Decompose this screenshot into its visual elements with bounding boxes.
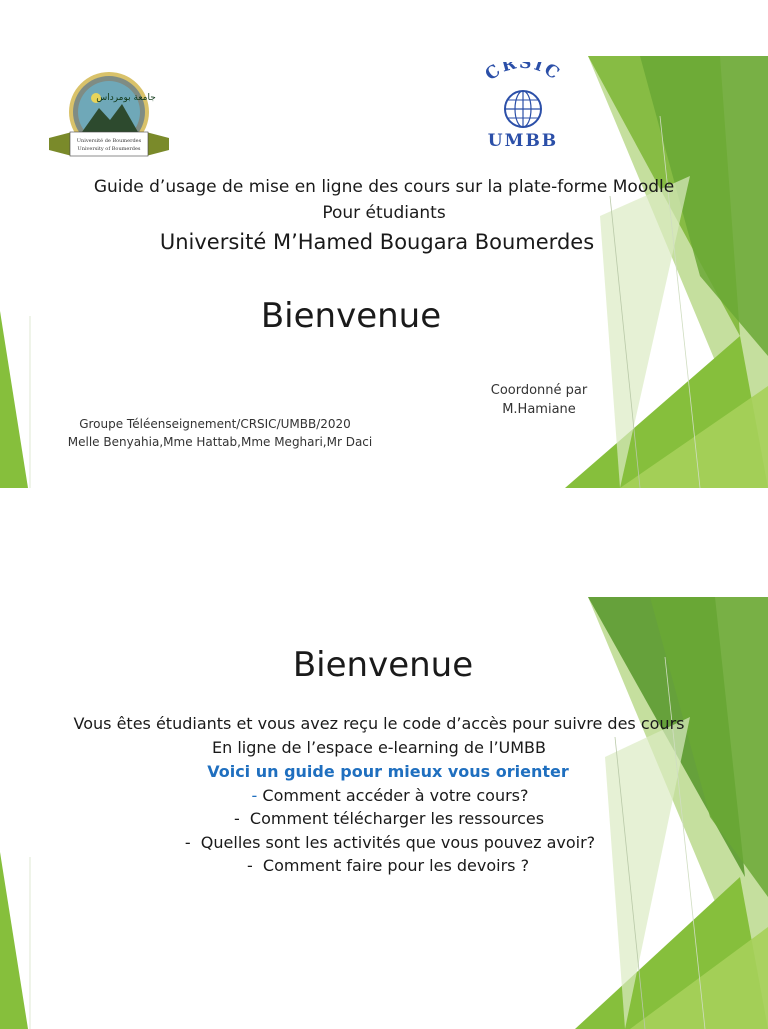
- list-item: [6, 786, 768, 805]
- svg-text:جامعة بومرداس: جامعة بومرداس: [96, 93, 156, 103]
- welcome-heading: Bienvenue: [292, 645, 474, 685]
- slide-welcome: [0, 597, 768, 1029]
- intro-line-2: En ligne de l’espace e-learning de l’UMBB: [212, 738, 546, 757]
- list-item: [4, 856, 768, 875]
- coordinator-name: M.Hamiane: [502, 402, 576, 417]
- university-name: Université M’Hamed Bougara Boumerdes: [159, 230, 595, 254]
- item-text: Quelles sont les activités que vous pouvez avoir?: [200, 833, 596, 852]
- guide-title: Guide d’usage de mise en ligne des cours sur la plate-forme Moodle: [93, 177, 675, 197]
- university-logo: [44, 70, 174, 162]
- svg-text:Université de Boumerdes: Université de Boumerdes: [76, 138, 142, 144]
- coordinated-label: Coordonné par: [490, 383, 588, 398]
- crsic-logo: [468, 62, 578, 152]
- svg-text:University of Boumerdes: University of Boumerdes: [77, 146, 141, 152]
- audience-subtitle: Pour étudiants: [322, 203, 446, 223]
- group-label: Groupe Téléenseignement/CRSIC/UMBB/2020: [79, 417, 351, 431]
- welcome-heading: Bienvenue: [260, 296, 442, 336]
- guide-line: Voici un guide pour mieux vous orienter: [207, 762, 569, 781]
- item-marker: -: [251, 786, 258, 805]
- item-marker: -: [233, 809, 240, 828]
- slide-title: [0, 56, 768, 488]
- svg-text:CRSIC: CRSIC: [481, 62, 565, 85]
- item-text: Comment faire pour les devoirs ?: [262, 856, 530, 875]
- item-text: Comment télécharger les ressources: [249, 809, 545, 828]
- item-marker: -: [184, 833, 191, 852]
- intro-line-1: Vous êtes étudiants et vous avez reçu le code d’accès pour suivre des cours: [73, 714, 685, 733]
- list-item: [5, 809, 768, 828]
- authors-list: Melle Benyahia,Mme Hattab,Mme Meghari,Mr Daci: [67, 435, 373, 449]
- svg-text:UMBB: UMBB: [487, 131, 559, 151]
- item-text: Comment accéder à votre cours?: [262, 786, 529, 805]
- item-marker: -: [246, 856, 253, 875]
- list-item: [6, 833, 768, 852]
